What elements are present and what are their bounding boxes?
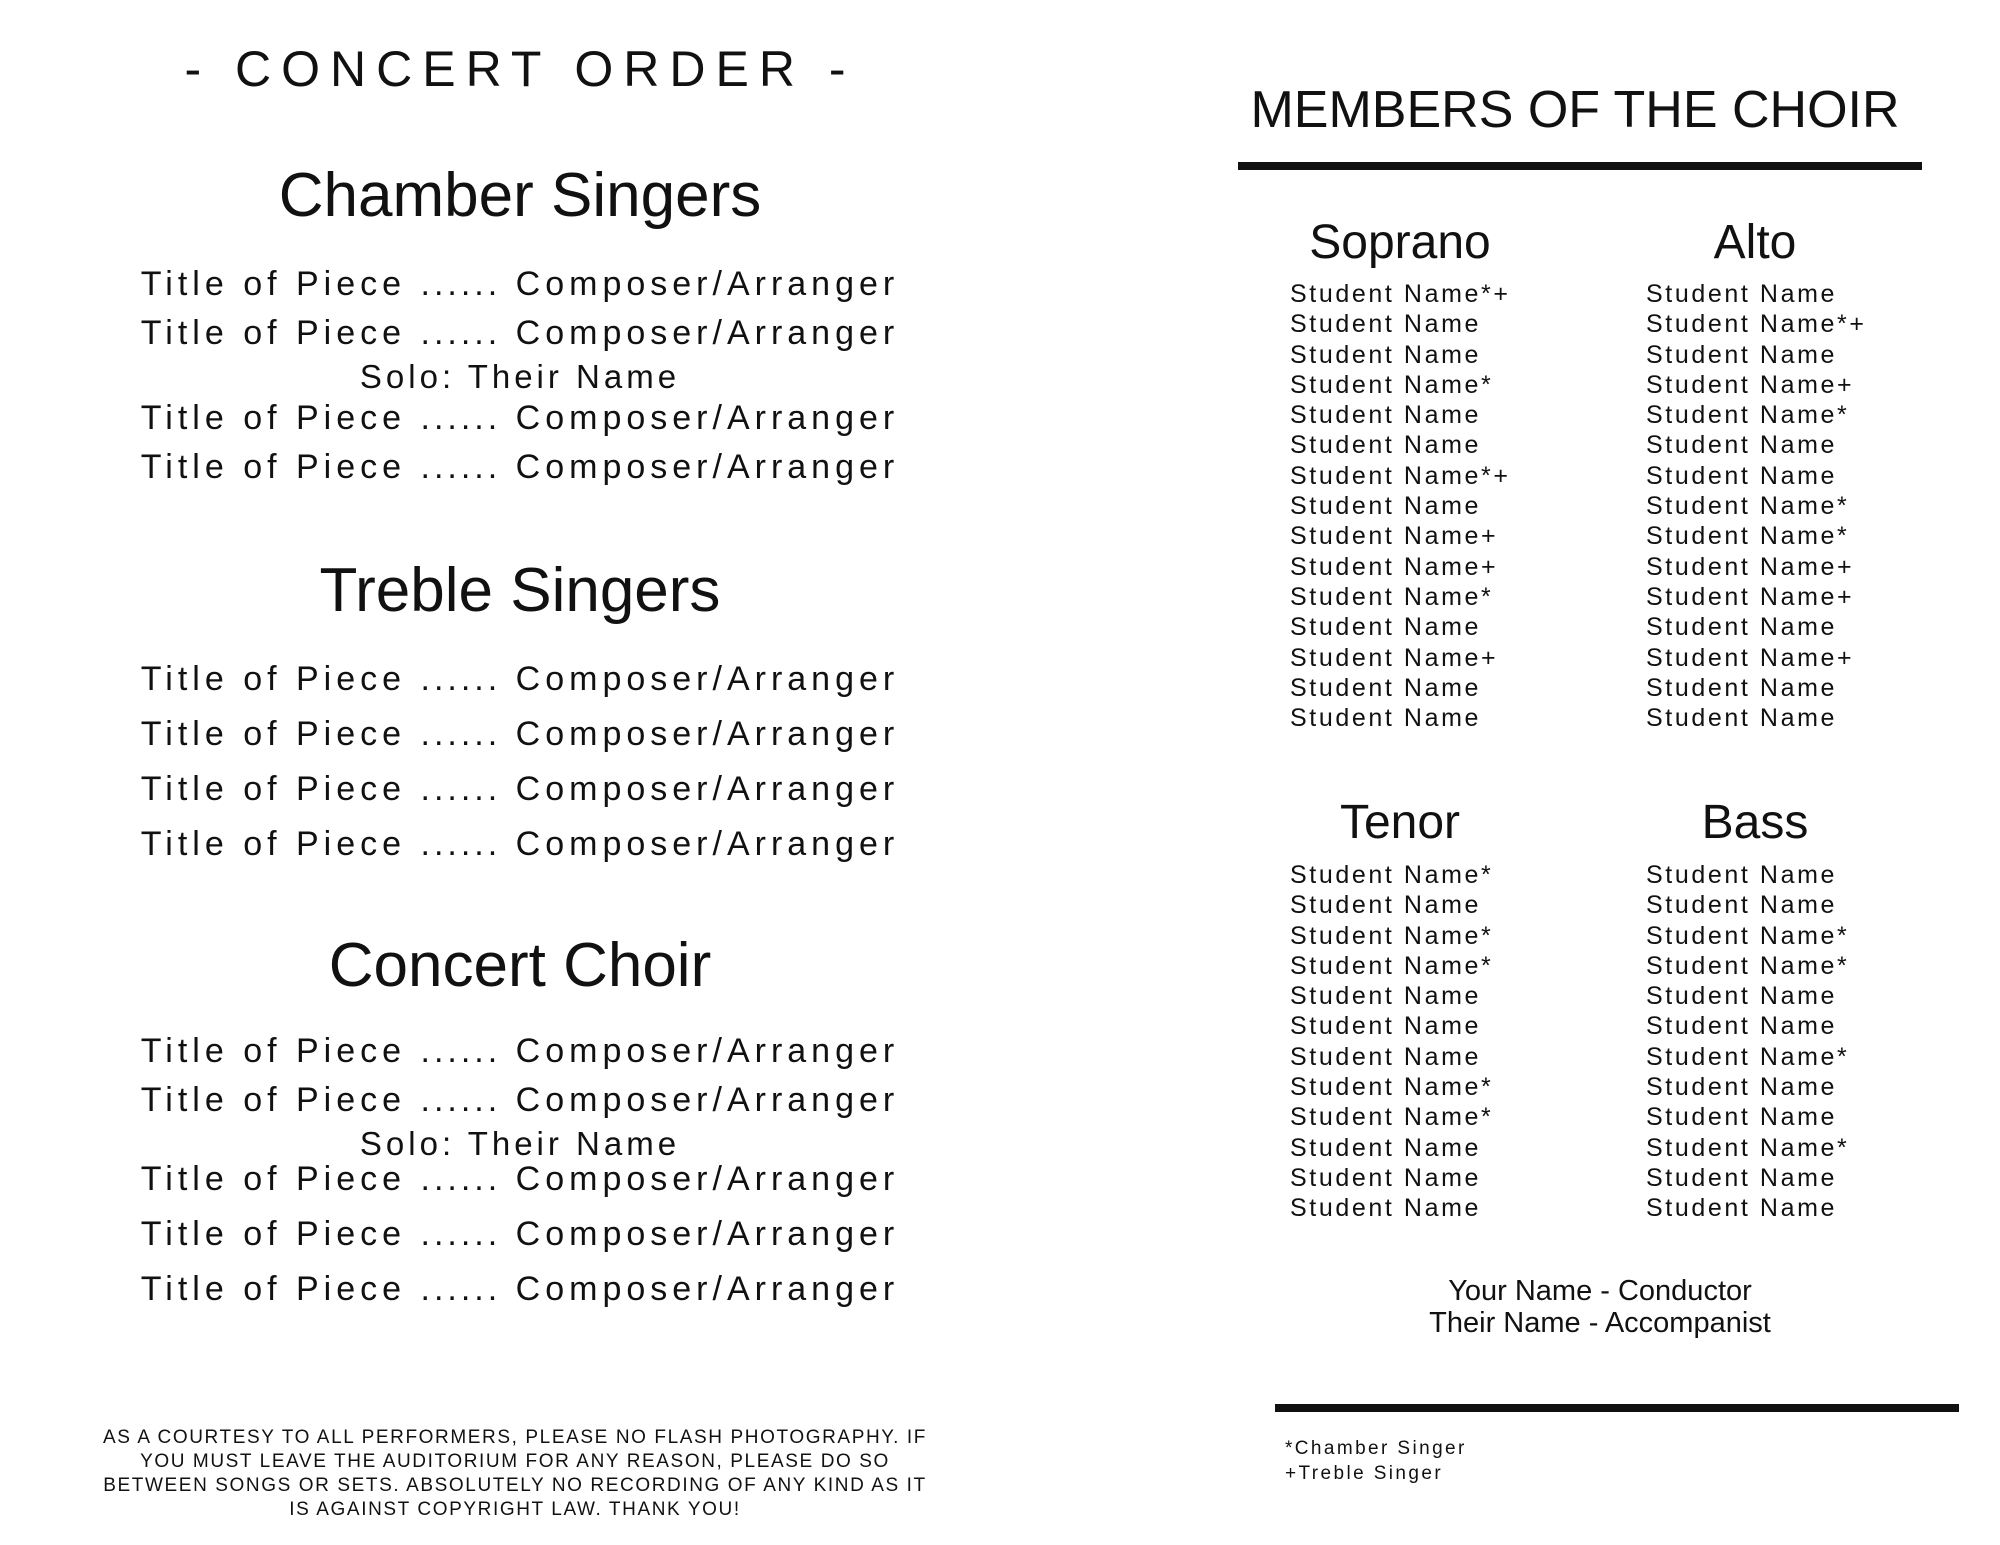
conductor-credit: Your Name - Conductor bbox=[1448, 1275, 1752, 1307]
piece-composer: Composer/Arranger bbox=[515, 265, 900, 303]
student-name: Student Name+ bbox=[1646, 370, 1855, 399]
piece-composer: Composer/Arranger bbox=[515, 1032, 900, 1070]
piece-title: Title of Piece bbox=[140, 1081, 407, 1119]
student-name: Student Name bbox=[1290, 1133, 1482, 1162]
piece-title: Title of Piece bbox=[140, 770, 407, 808]
piece-composer: Composer/Arranger bbox=[515, 825, 900, 863]
piece-composer: Composer/Arranger bbox=[515, 1160, 900, 1198]
student-name: Student Name bbox=[1646, 1103, 1838, 1132]
legend-chamber-singer: *Chamber Singer bbox=[1285, 1438, 1467, 1459]
piece-leader-dots: ...... bbox=[420, 314, 502, 352]
footer-divider bbox=[1275, 1404, 1959, 1412]
student-name: Student Name bbox=[1646, 982, 1838, 1011]
alto-name-list bbox=[1646, 279, 1867, 733]
student-name: Student Name bbox=[1646, 704, 1838, 733]
piece-title: Title of Piece bbox=[140, 265, 407, 303]
piece-title: Title of Piece bbox=[140, 1270, 407, 1308]
student-name: Student Name bbox=[1646, 673, 1838, 702]
piece-leader-dots: ...... bbox=[420, 1270, 502, 1308]
soprano-name-list bbox=[1290, 279, 1511, 733]
student-name: Student Name+ bbox=[1646, 582, 1855, 611]
piece-entry bbox=[0, 265, 1040, 304]
student-name: Student Name bbox=[1290, 340, 1482, 369]
section-title-tenor: Tenor bbox=[1339, 796, 1461, 849]
student-name: Student Name* bbox=[1290, 951, 1494, 980]
piece-leader-dots: ...... bbox=[420, 1160, 502, 1198]
piece-leader-dots: ...... bbox=[420, 715, 502, 753]
piece-entry bbox=[0, 1270, 1040, 1309]
student-name: Student Name+ bbox=[1646, 552, 1855, 581]
student-name: Student Name*+ bbox=[1290, 461, 1511, 490]
piece-leader-dots: ...... bbox=[420, 1081, 502, 1119]
student-name: Student Name bbox=[1290, 1194, 1482, 1223]
piece-composer: Composer/Arranger bbox=[515, 715, 900, 753]
student-name: Student Name bbox=[1646, 431, 1838, 460]
student-name: Student Name* bbox=[1290, 370, 1494, 399]
student-name: Student Name* bbox=[1290, 861, 1494, 889]
student-name: Student Name bbox=[1646, 1073, 1838, 1102]
student-name: Student Name bbox=[1646, 861, 1838, 889]
piece-title: Title of Piece bbox=[140, 1032, 407, 1070]
piece-entry bbox=[0, 660, 1040, 699]
piece-leader-dots: ...... bbox=[420, 825, 502, 863]
student-name: Student Name bbox=[1290, 613, 1482, 642]
student-name: Student Name bbox=[1290, 982, 1482, 1011]
piece-entry bbox=[0, 715, 1040, 754]
student-name: Student Name* bbox=[1290, 921, 1494, 950]
piece-title: Title of Piece bbox=[140, 660, 407, 698]
student-name: Student Name* bbox=[1646, 522, 1850, 551]
piece-leader-dots: ...... bbox=[420, 770, 502, 808]
student-name: Student Name bbox=[1290, 1042, 1482, 1071]
student-name: Student Name bbox=[1290, 431, 1482, 460]
piece-composer: Composer/Arranger bbox=[515, 1215, 900, 1253]
student-name: Student Name+ bbox=[1290, 643, 1499, 672]
section-title-soprano: Soprano bbox=[1309, 216, 1491, 269]
student-name: Student Name bbox=[1290, 492, 1482, 521]
credits-block bbox=[1300, 1275, 1900, 1339]
bass-name-list bbox=[1646, 860, 1849, 1224]
members-heading: MEMBERS OF THE CHOIR bbox=[1250, 81, 1900, 139]
student-name: Student Name bbox=[1646, 461, 1838, 490]
student-name: Student Name+ bbox=[1290, 552, 1499, 581]
group-title-concert-choir: Concert Choir bbox=[328, 931, 712, 1000]
student-name: Student Name* bbox=[1646, 492, 1850, 521]
student-name: Student Name bbox=[1290, 704, 1482, 733]
student-name: Student Name*+ bbox=[1290, 280, 1511, 308]
piece-composer: Composer/Arranger bbox=[515, 1270, 900, 1308]
courtesy-notice: AS A COURTESY TO ALL PERFORMERS, PLEASE NO FLASH PHOTOGRAPHY. IF YOU MUST LEAVE THE AUDITORIUM FOR ANY REASON, PLEASE DO SO BETWEEN SONGS OR SETS. ABSOLUTELY NO RECORDING OF ANY KIND AS IT IS AGAINST COPYRIGHT LAW. THANK YOU! bbox=[103, 1427, 927, 1520]
piece-entry bbox=[0, 448, 1040, 487]
piece-title: Title of Piece bbox=[140, 1160, 407, 1198]
piece-title: Title of Piece bbox=[140, 448, 407, 486]
accompanist-credit: Their Name - Accompanist bbox=[1429, 1307, 1771, 1339]
student-name: Student Name* bbox=[1290, 1103, 1494, 1132]
heading-divider bbox=[1238, 162, 1922, 170]
piece-entry bbox=[0, 825, 1040, 864]
piece-entry bbox=[0, 770, 1040, 809]
student-name: Student Name bbox=[1290, 401, 1482, 430]
student-name: Student Name* bbox=[1646, 1133, 1850, 1162]
student-name: Student Name bbox=[1646, 280, 1838, 308]
student-name: Student Name* bbox=[1290, 1073, 1494, 1102]
student-name: Student Name bbox=[1290, 673, 1482, 702]
student-name: Student Name bbox=[1646, 1163, 1838, 1192]
piece-leader-dots: ...... bbox=[420, 1032, 502, 1070]
piece-entry bbox=[0, 399, 1040, 438]
piece-composer: Composer/Arranger bbox=[515, 1081, 900, 1119]
piece-leader-dots: ...... bbox=[420, 265, 502, 303]
section-title-alto: Alto bbox=[1713, 216, 1797, 269]
student-name: Student Name bbox=[1646, 340, 1838, 369]
student-name: Student Name bbox=[1290, 891, 1482, 920]
legend-treble-singer: +Treble Singer bbox=[1285, 1463, 1444, 1484]
piece-title: Title of Piece bbox=[140, 825, 407, 863]
solo-credit: Solo: Their Name bbox=[359, 358, 681, 395]
group-title-chamber-singers: Chamber Singers bbox=[278, 161, 762, 230]
student-name: Student Name bbox=[1646, 613, 1838, 642]
student-name: Student Name bbox=[1290, 1012, 1482, 1041]
piece-composer: Composer/Arranger bbox=[515, 399, 900, 437]
student-name: Student Name* bbox=[1646, 921, 1850, 950]
piece-entry bbox=[0, 1081, 1040, 1120]
piece-title: Title of Piece bbox=[140, 715, 407, 753]
student-name: Student Name* bbox=[1646, 401, 1850, 430]
piece-title: Title of Piece bbox=[140, 314, 407, 352]
section-title-bass: Bass bbox=[1701, 796, 1809, 849]
tenor-name-list bbox=[1290, 860, 1493, 1224]
student-name: Student Name bbox=[1290, 310, 1482, 339]
student-name: Student Name* bbox=[1646, 951, 1850, 980]
piece-leader-dots: ...... bbox=[420, 1215, 502, 1253]
student-name: Student Name bbox=[1646, 1194, 1838, 1223]
student-name: Student Name+ bbox=[1290, 522, 1499, 551]
student-name: Student Name bbox=[1646, 1012, 1838, 1041]
student-name: Student Name+ bbox=[1646, 643, 1855, 672]
solo-credit: Solo: Their Name bbox=[359, 1125, 681, 1162]
piece-entry bbox=[0, 1215, 1040, 1254]
piece-composer: Composer/Arranger bbox=[515, 770, 900, 808]
piece-leader-dots: ...... bbox=[420, 399, 502, 437]
piece-leader-dots: ...... bbox=[420, 660, 502, 698]
piece-entry bbox=[0, 314, 1040, 353]
legend bbox=[1285, 1436, 1467, 1486]
piece-composer: Composer/Arranger bbox=[515, 660, 900, 698]
piece-leader-dots: ...... bbox=[420, 448, 502, 486]
piece-title: Title of Piece bbox=[140, 399, 407, 437]
piece-entry bbox=[0, 1160, 1040, 1199]
group-title-treble-singers: Treble Singers bbox=[319, 556, 721, 625]
student-name: Student Name bbox=[1290, 1163, 1482, 1192]
concert-order-heading: - CONCERT ORDER - bbox=[184, 41, 856, 97]
piece-composer: Composer/Arranger bbox=[515, 314, 900, 352]
piece-title: Title of Piece bbox=[140, 1215, 407, 1253]
student-name: Student Name bbox=[1646, 891, 1838, 920]
student-name: Student Name* bbox=[1290, 582, 1494, 611]
student-name: Student Name* bbox=[1646, 1042, 1850, 1071]
piece-composer: Composer/Arranger bbox=[515, 448, 900, 486]
piece-entry bbox=[0, 1032, 1040, 1071]
student-name: Student Name*+ bbox=[1646, 310, 1867, 339]
